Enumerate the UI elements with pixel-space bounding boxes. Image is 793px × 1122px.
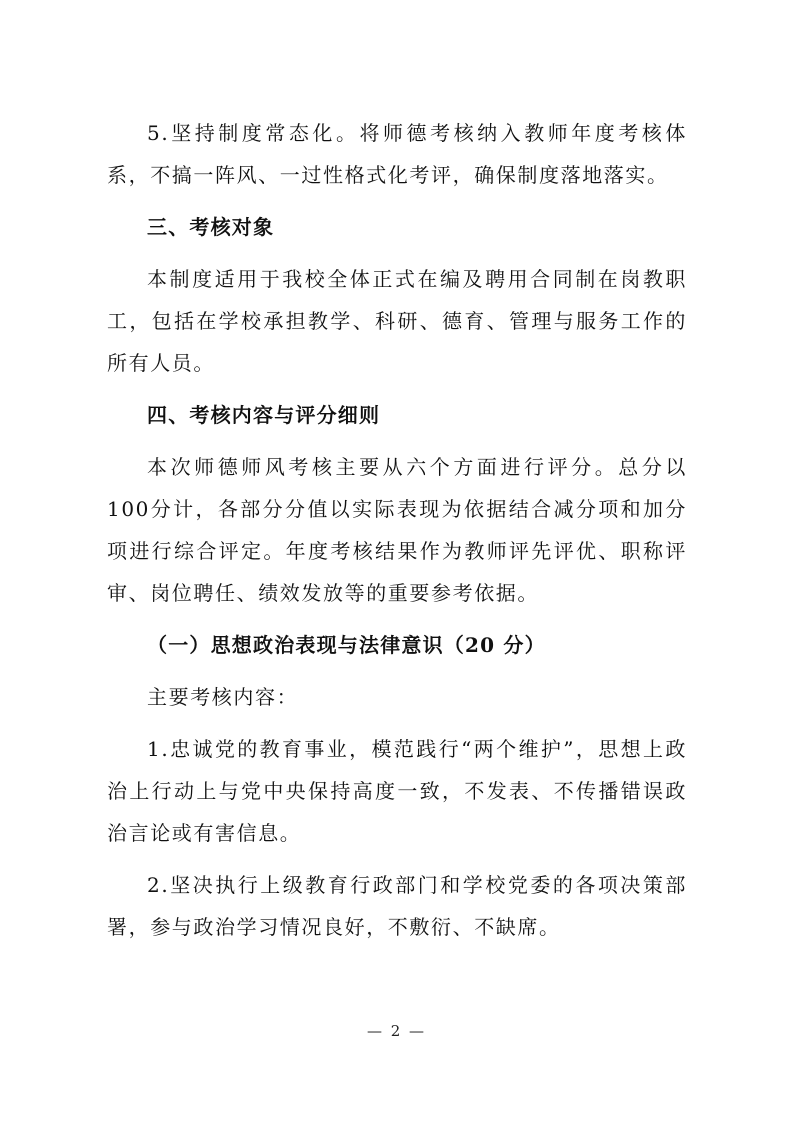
subsection-heading: （一）思想政治表现与法律意识（20 分） (147, 633, 546, 657)
paragraph: 主要考核内容： (147, 685, 299, 709)
paragraph: 本制度适用于我校全体正式在编及聘用合同制在岗教职工，包括在学校承担教学、科研、德育、管理与服务工作的所有人员。 (107, 267, 687, 375)
document-body (107, 112, 687, 958)
page-number: — 2 — (366, 1022, 427, 1040)
paragraph: 2.坚决执行上级教育行政部门和学校党委的各项决策部署，参与政治学习情况良好，不敷衍、不缺席。 (107, 873, 687, 939)
paragraph: 1.忠诚党的教育事业，模范践行“两个维护”，思想上政治上行动上与党中央保持高度一致，不发表、不传播错误政治言论或有害信息。 (107, 737, 687, 845)
section-heading: 三、考核对象 (147, 215, 275, 239)
section-heading: 四、考核内容与评分细则 (147, 403, 381, 427)
paragraph: 5.坚持制度常态化。将师德考核纳入教师年度考核体系，不搞一阵风、一过性格式化考评，确保制度落地落实。 (107, 121, 687, 187)
paragraph: 本次师德师风考核主要从六个方面进行评分。总分以 100分计，各部分分值以实际表现为依据结合减分项和加分项进行综合评定。年度考核结果作为教师评先评优、职称评审、岗位聘任、绩效发放等的重要参考依据。 (107, 455, 687, 605)
